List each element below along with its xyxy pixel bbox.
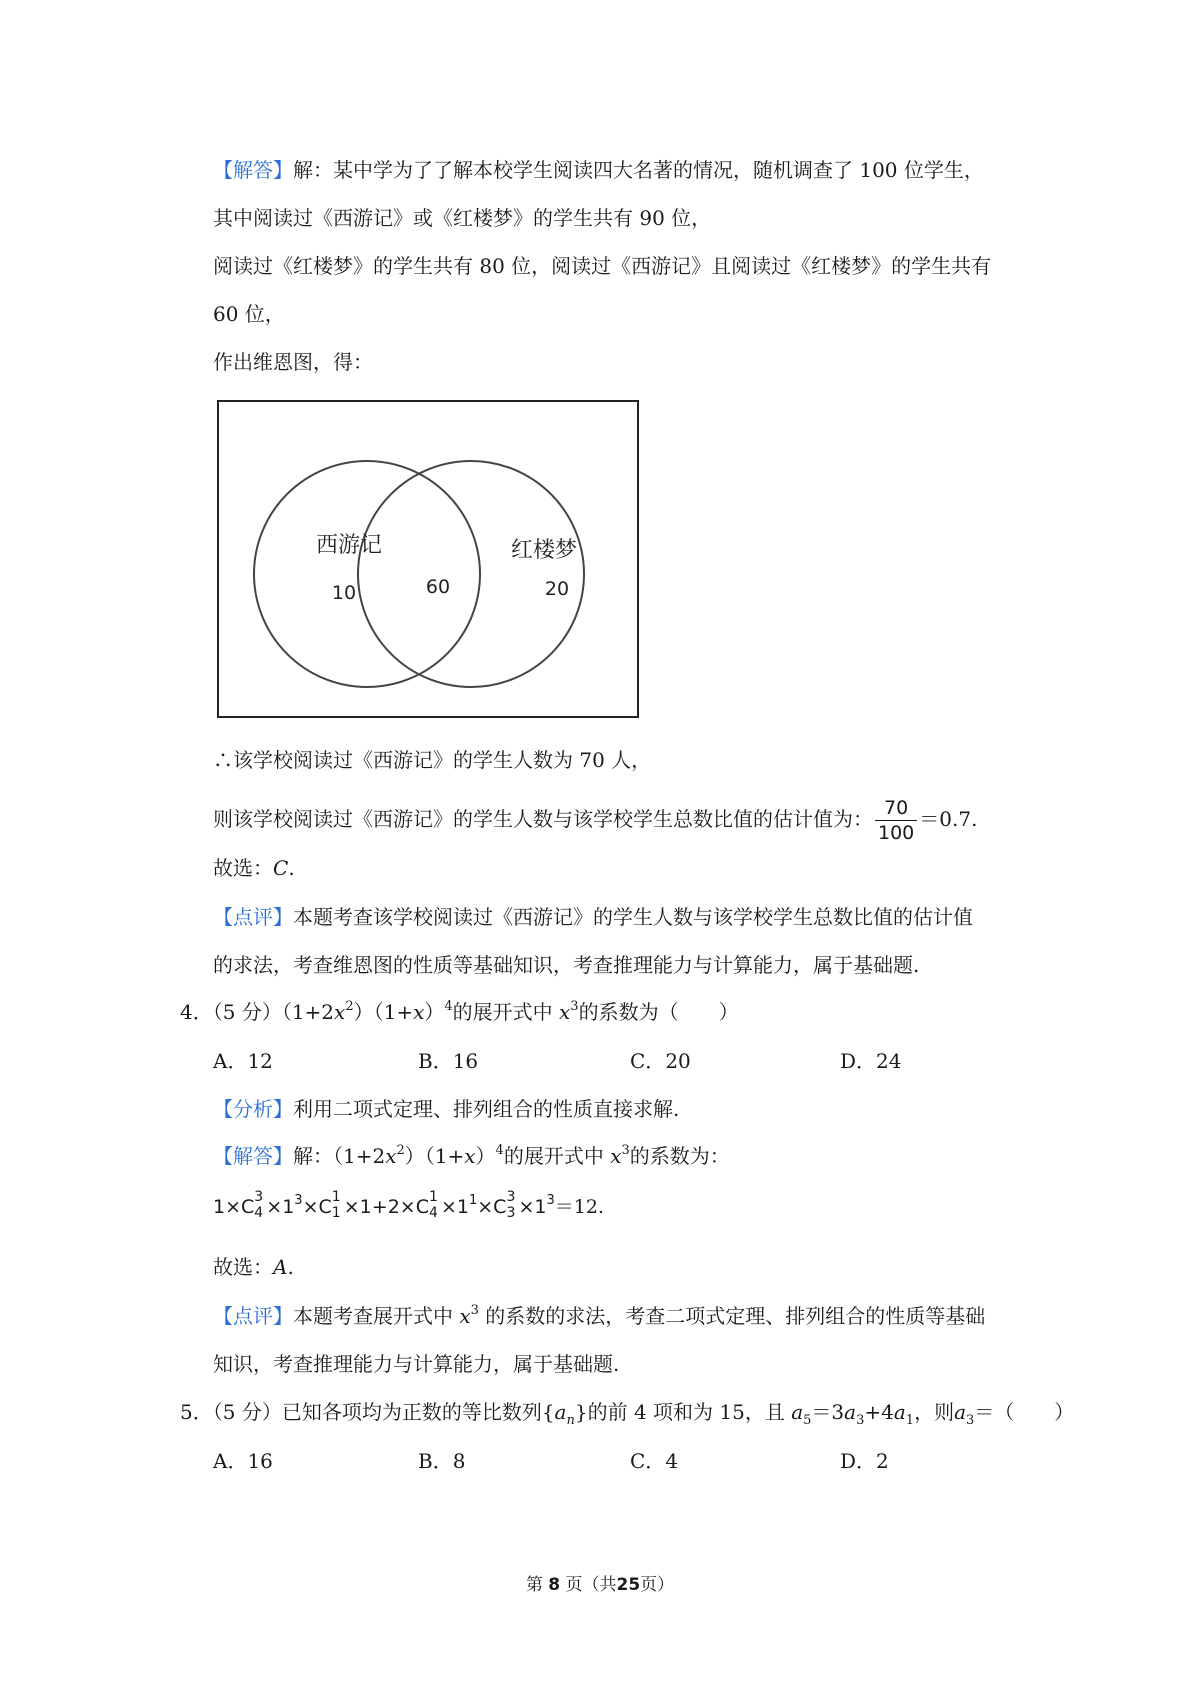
q5-option-d: D．2: [840, 1449, 889, 1473]
q4-option-a: A．12: [213, 1049, 273, 1073]
q4-formula: 1×C 3 4 $\times 1^3\times C$ 1 1 ×1+2×C 1 4 $\times 1^1\times C$ 3 3 $\times 1^3=12$.: [213, 1188, 604, 1221]
solution-tag: 【解答】: [213, 158, 293, 182]
q4-option-d: D．24: [840, 1049, 902, 1073]
question-4-stem: 4．（5 分）$(1+2x^2)(1+x)^4$的展开式中 $x^3$的系数为（ ）: [180, 999, 739, 1024]
solution-line-1: 【解答】解：某中学为了了解本校学生阅读四大名著的情况，随机调查了 100 位学生，: [213, 158, 984, 182]
venn-diagram: [217, 400, 641, 720]
comment-tag: 【点评】: [213, 1304, 293, 1328]
comment-tag: 【点评】: [213, 905, 293, 929]
question-5-stem: 5．（5 分）已知各项均为正数的等比数列$\{a_n\}$的前 4 项和为 15，且 $a_5=3a_3+4a_1$，则$a_3=$（ ）: [180, 1400, 1075, 1428]
solution-line-3: 阅读过《红楼梦》的学生共有 80 位，阅读过《西游记》且阅读过《红楼梦》的学生共有: [213, 254, 992, 278]
q4-option-b: B．16: [418, 1049, 479, 1073]
answer-choice-line: 故选：C.: [213, 856, 295, 880]
comment-line-1: 【点评】本题考查该学校阅读过《西游记》的学生人数与该学校学生总数比值的估计值: [213, 905, 973, 929]
venn-right-value: 20: [544, 578, 570, 600]
q4-option-c: C．20: [630, 1049, 691, 1073]
solution-line-4: 60 位，: [213, 302, 285, 326]
q5-option-b: B．8: [418, 1449, 466, 1473]
q4-comment-line-1: 【点评】本题考查展开式中 $x^3$ 的系数的求法，考查二项式定理、排列组合的性质等基础: [213, 1303, 986, 1328]
q5-option-c: C．4: [630, 1449, 679, 1473]
solution-line-5: 作出维恩图，得：: [213, 350, 373, 374]
conclusion-line-1: ∴该学校阅读过《西游记》的学生人数为 70 人，: [213, 748, 652, 772]
solution-line-2: 其中阅读过《西游记》或《红楼梦》的学生共有 90 位，: [213, 206, 712, 230]
venn-left-value: 10: [331, 582, 357, 604]
page-footer: 第 8 页（共25页）: [525, 1575, 675, 1595]
q4-comment-line-2: 知识，考查推理能力与计算能力，属于基础题.: [213, 1352, 620, 1376]
conclusion-line-2: 则该学校阅读过《西游记》的学生人数与该学校学生总数比值的估计值为： $\frac{70}{100}$ ＝0.7.: [213, 797, 978, 844]
comment-line-2: 的求法，考查维恩图的性质等基础知识，考查推理能力与计算能力，属于基础题.: [213, 953, 920, 977]
venn-center-value: 60: [425, 576, 451, 598]
q4-choice-line: 故选：A.: [213, 1255, 294, 1279]
solution-tag: 【解答】: [213, 1144, 293, 1168]
venn-right-label: 红楼梦: [510, 538, 578, 563]
fraction: $\frac{70}{100}$: [875, 796, 917, 845]
q5-option-a: A．16: [213, 1449, 273, 1473]
venn-left-label: 西游记: [315, 533, 383, 558]
q4-analysis: 【分析】利用二项式定理、排列组合的性质直接求解.: [213, 1097, 680, 1121]
analysis-tag: 【分析】: [213, 1097, 293, 1121]
q4-solution-line-1: 【解答】解：$(1+2x^2)(1+x)^4$的展开式中 $x^3$的系数为：: [213, 1143, 730, 1168]
